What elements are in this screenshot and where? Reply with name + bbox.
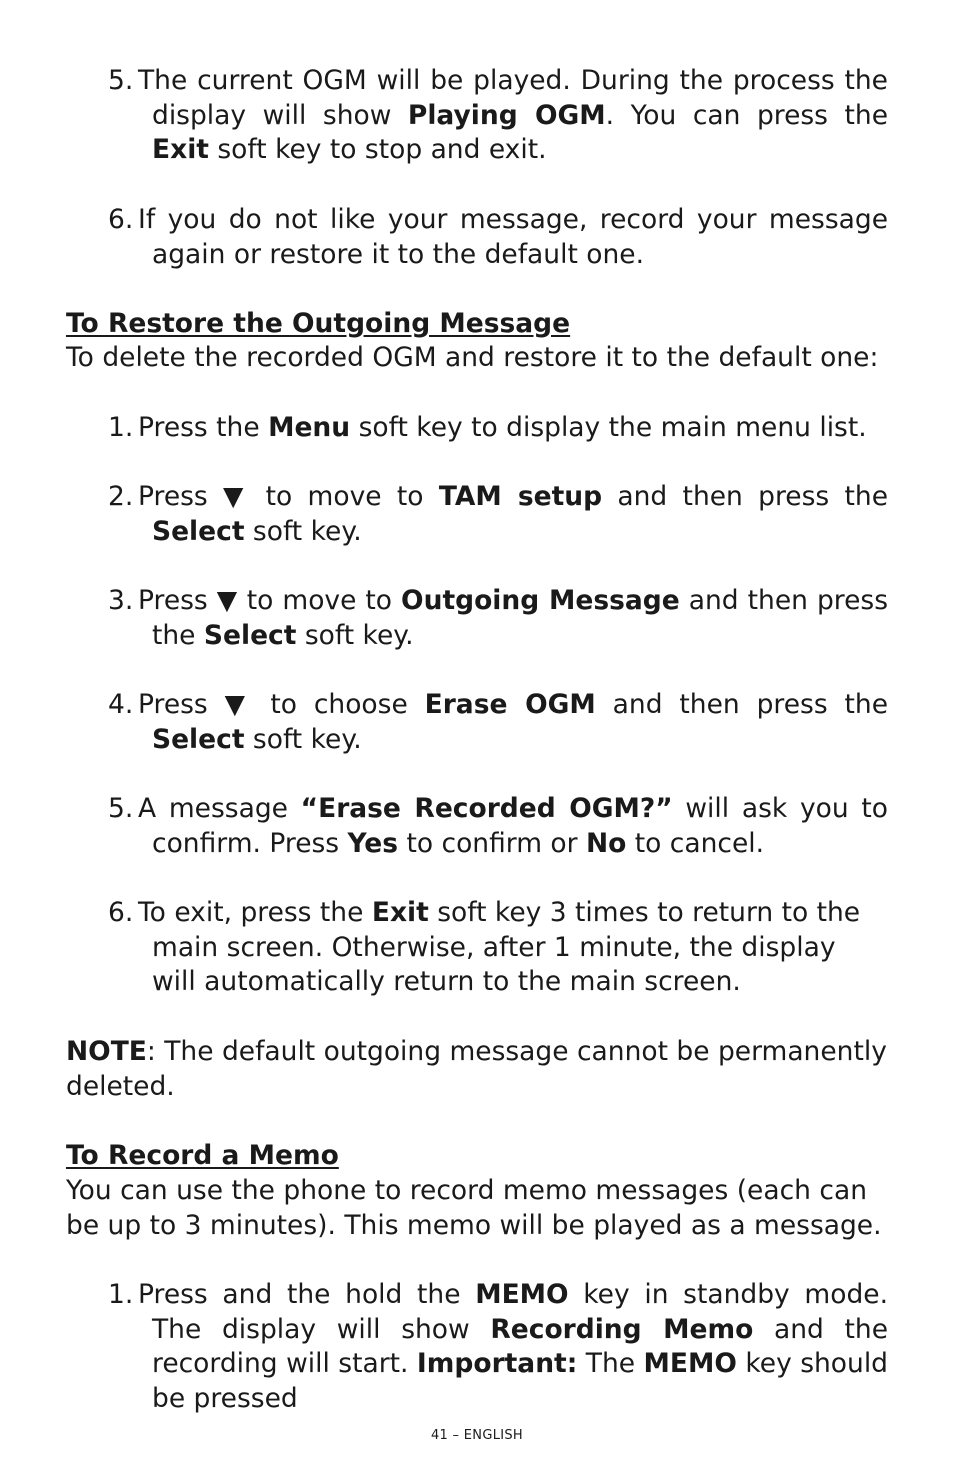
text-run: will ask you to confirm. Press [152,793,888,859]
bold-term: “Erase Recorded OGM?” [300,793,673,824]
text-run: soft key. [244,723,362,755]
text-run: Press the [138,412,269,443]
bold-term: Exit [152,134,209,166]
section-heading-restore: To Restore the Outgoing Message [66,308,571,339]
item-number: 6. [108,204,134,235]
text-run: The current OGM will be played. During the process the display will show [138,65,888,131]
section-intro-memo: You can use the phone to record memo messages (each can be up to 3 minutes). This memo will be played as a message. [66,1175,882,1241]
item-text [108,688,888,757]
item-number: 3. [108,585,134,616]
text-run: soft key. [296,619,414,651]
restore-step-4 [108,688,888,757]
list-item-ogm-played [108,64,888,168]
note-label: NOTE [66,1036,147,1067]
item-number: 2. [108,481,134,512]
bold-term: Important: [416,1348,578,1380]
bold-term: Yes [347,827,399,859]
page-footer: 41 – ENGLISH [430,1428,524,1443]
text-run: key should be pressed [152,1348,889,1415]
text-run: soft key to stop and exit. [208,134,547,166]
bold-term: MEMO [643,1348,737,1380]
bold-term: TAM setup [438,481,603,512]
note-paragraph [66,1035,888,1104]
text-run: If you do not like your message, record your message again or restore it to the default one. [138,204,888,270]
bold-term: Select [152,515,245,547]
text-run: soft key. [244,515,362,547]
item-number: 4. [108,689,134,720]
list-item-rerecord [108,203,888,272]
text-run: . You can press the [605,99,889,131]
restore-step-5 [108,792,888,861]
text-run: and then press the [602,481,889,512]
item-number: 5. [108,793,134,824]
text-run: and the recording will start. [152,1313,888,1380]
bold-term: Menu [268,412,351,443]
item-number: 6. [108,897,134,928]
text-run: soft key 3 times to return to the main screen. Otherwise, after 1 minute, the display will automatically return to the main screen. [152,897,861,998]
text-run: and then press the [595,689,888,720]
text-run: To exit, press the [138,897,372,928]
text-run: to cancel. [626,827,765,859]
text-run: The [577,1348,644,1380]
item-text [108,64,888,168]
memo-step-1 [108,1278,888,1417]
bold-term: No [585,827,627,859]
text-run: soft key to display the main menu list. [350,412,867,443]
bold-term: Playing OGM [407,99,606,131]
restore-step-6 [108,896,868,1000]
item-number: 1. [108,1279,134,1310]
item-text [108,1278,888,1417]
item-number: 1. [108,412,134,443]
bold-term: Select [152,723,245,755]
text-run: Press ▼ to move to [138,585,402,616]
text-run: Press ▼ to move to [138,481,439,512]
text-run: and then press the [152,585,888,651]
item-text [108,584,888,653]
text-run: A message [138,793,301,824]
section-intro-restore: To delete the recorded OGM and restore it to the default one: [66,342,879,373]
text-run: Press and the hold the [138,1279,476,1310]
restore-step-2 [108,480,888,549]
note-text: : The default outgoing message cannot be permanently deleted. [66,1036,887,1102]
text-run: Press ▼ to choose [138,689,425,720]
bold-term: Select [203,619,297,651]
item-text [108,411,888,446]
item-text [108,203,888,272]
text-run: key in standby mode. The display will show [152,1279,888,1345]
text-run: to confirm or [398,827,586,859]
bold-term: Exit [371,897,429,928]
bold-term: MEMO [475,1279,569,1310]
item-text [108,896,868,1000]
section-heading-memo: To Record a Memo [66,1140,339,1171]
bold-term: Outgoing Message [401,585,680,616]
restore-step-3 [108,584,888,653]
restore-step-1 [108,411,888,446]
bold-term: Erase OGM [424,689,596,720]
item-number: 5. [108,65,134,96]
item-text [108,792,888,861]
item-text [108,480,888,549]
bold-term: Recording Memo [490,1313,754,1345]
